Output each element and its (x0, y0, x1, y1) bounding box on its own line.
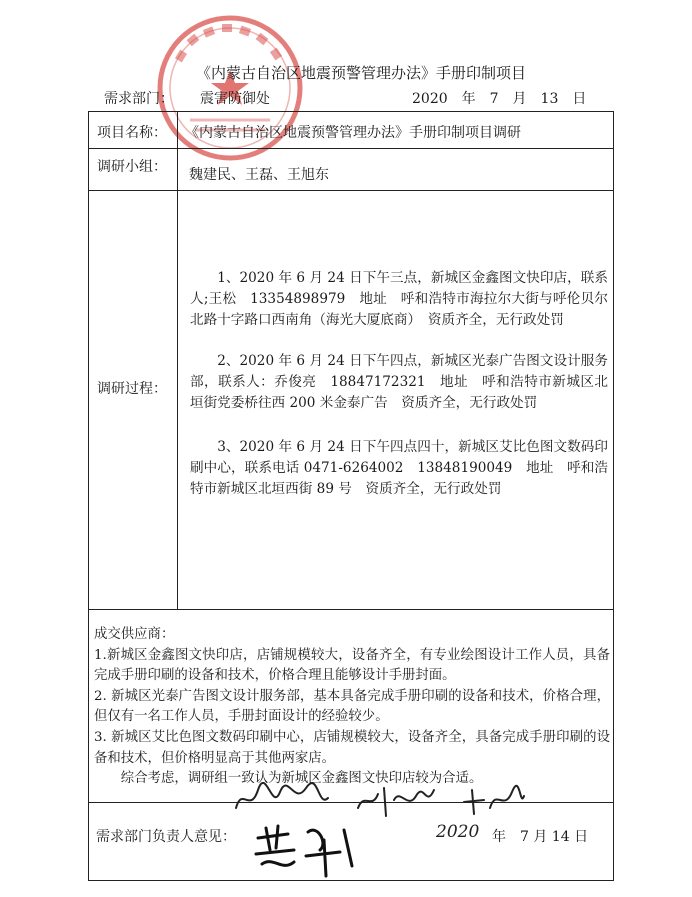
team-label: 调研小组： (97, 159, 167, 175)
conclusion-item-2: 2. 新城区光泰广告图文设计服务部，基本具备完成手册印刷的设备和技术，价格合理，但仅有一名工作人员，手册封面设计的经验较少。 (94, 688, 610, 725)
approval-label: 需求部门负责人意见： (96, 829, 236, 845)
header-date: 2020 年 7 月 13 日 (412, 91, 587, 107)
conclusion-item-1: 1.新城区金鑫图文快印店，店铺规模较大，设备齐全，有专业绘图设计工作人员，具备完成手册印刷的设备和技术，价格合理且能够设计手册封面。 (94, 647, 610, 684)
conclusion-item-3: 3. 新城区艾比色图文数码印刷中心，店铺规模较大，设备齐全，具备完成手册印刷的设备和技术，但价格明显高于其他两家店。 (94, 729, 610, 766)
team-value: 魏建民、王磊、王旭东 (189, 167, 329, 183)
conclusion-heading: 成交供应商： (94, 627, 175, 642)
approval-handwritten-year: 2020 (436, 822, 480, 842)
dept-label: 需求部门： (104, 91, 174, 107)
process-item-3: 3、2020 年 6 月 24 日下午四点四十，新城区艾比色图文数码印刷中心，联系电话 0471-6264002 13848190049 地址 呼和浩特市新城区北垣西街 89 号 资质齐全，无行政处罚 (190, 439, 608, 497)
process-item-1: 1、2020 年 6 月 24 日下午三点，新城区金鑫图文快印店，联系人;王松 13354898979 地址 呼和浩特市海拉尔大街与呼伦贝尔北路十字路口西南角（海光大厦底商） 资质齐全，无行政处罚 (190, 270, 608, 328)
project-name-value: 《内蒙古自治区地震预警管理办法》手册印制项目调研 (185, 125, 521, 141)
team-handwritten-signatures (228, 778, 528, 822)
document-title: 《内蒙古自治区地震预警管理办法》手册印制项目 (196, 64, 527, 82)
process-label: 调研过程： (97, 381, 167, 397)
leader-handwritten-signature (248, 820, 368, 880)
process-item-2: 2、2020 年 6 月 24 日下午四点，新城区光泰广告图文设计服务部，联系人：乔俊亮 18847172321 地址 呼和浩特市新城区北垣街党委桥往西 200 米金泰广告 资质齐全，无行政处罚 (190, 353, 608, 411)
project-name-label: 项目名称： (97, 125, 167, 141)
approval-date-rest: 年 7 月 14 日 (492, 829, 589, 845)
conclusion-summary: 综合考虑，调研组一致认为新城区金鑫图文快印店较为合适。 (120, 771, 483, 787)
dept-value: 震害防御处 (200, 91, 270, 107)
conclusion-section (94, 625, 610, 790)
